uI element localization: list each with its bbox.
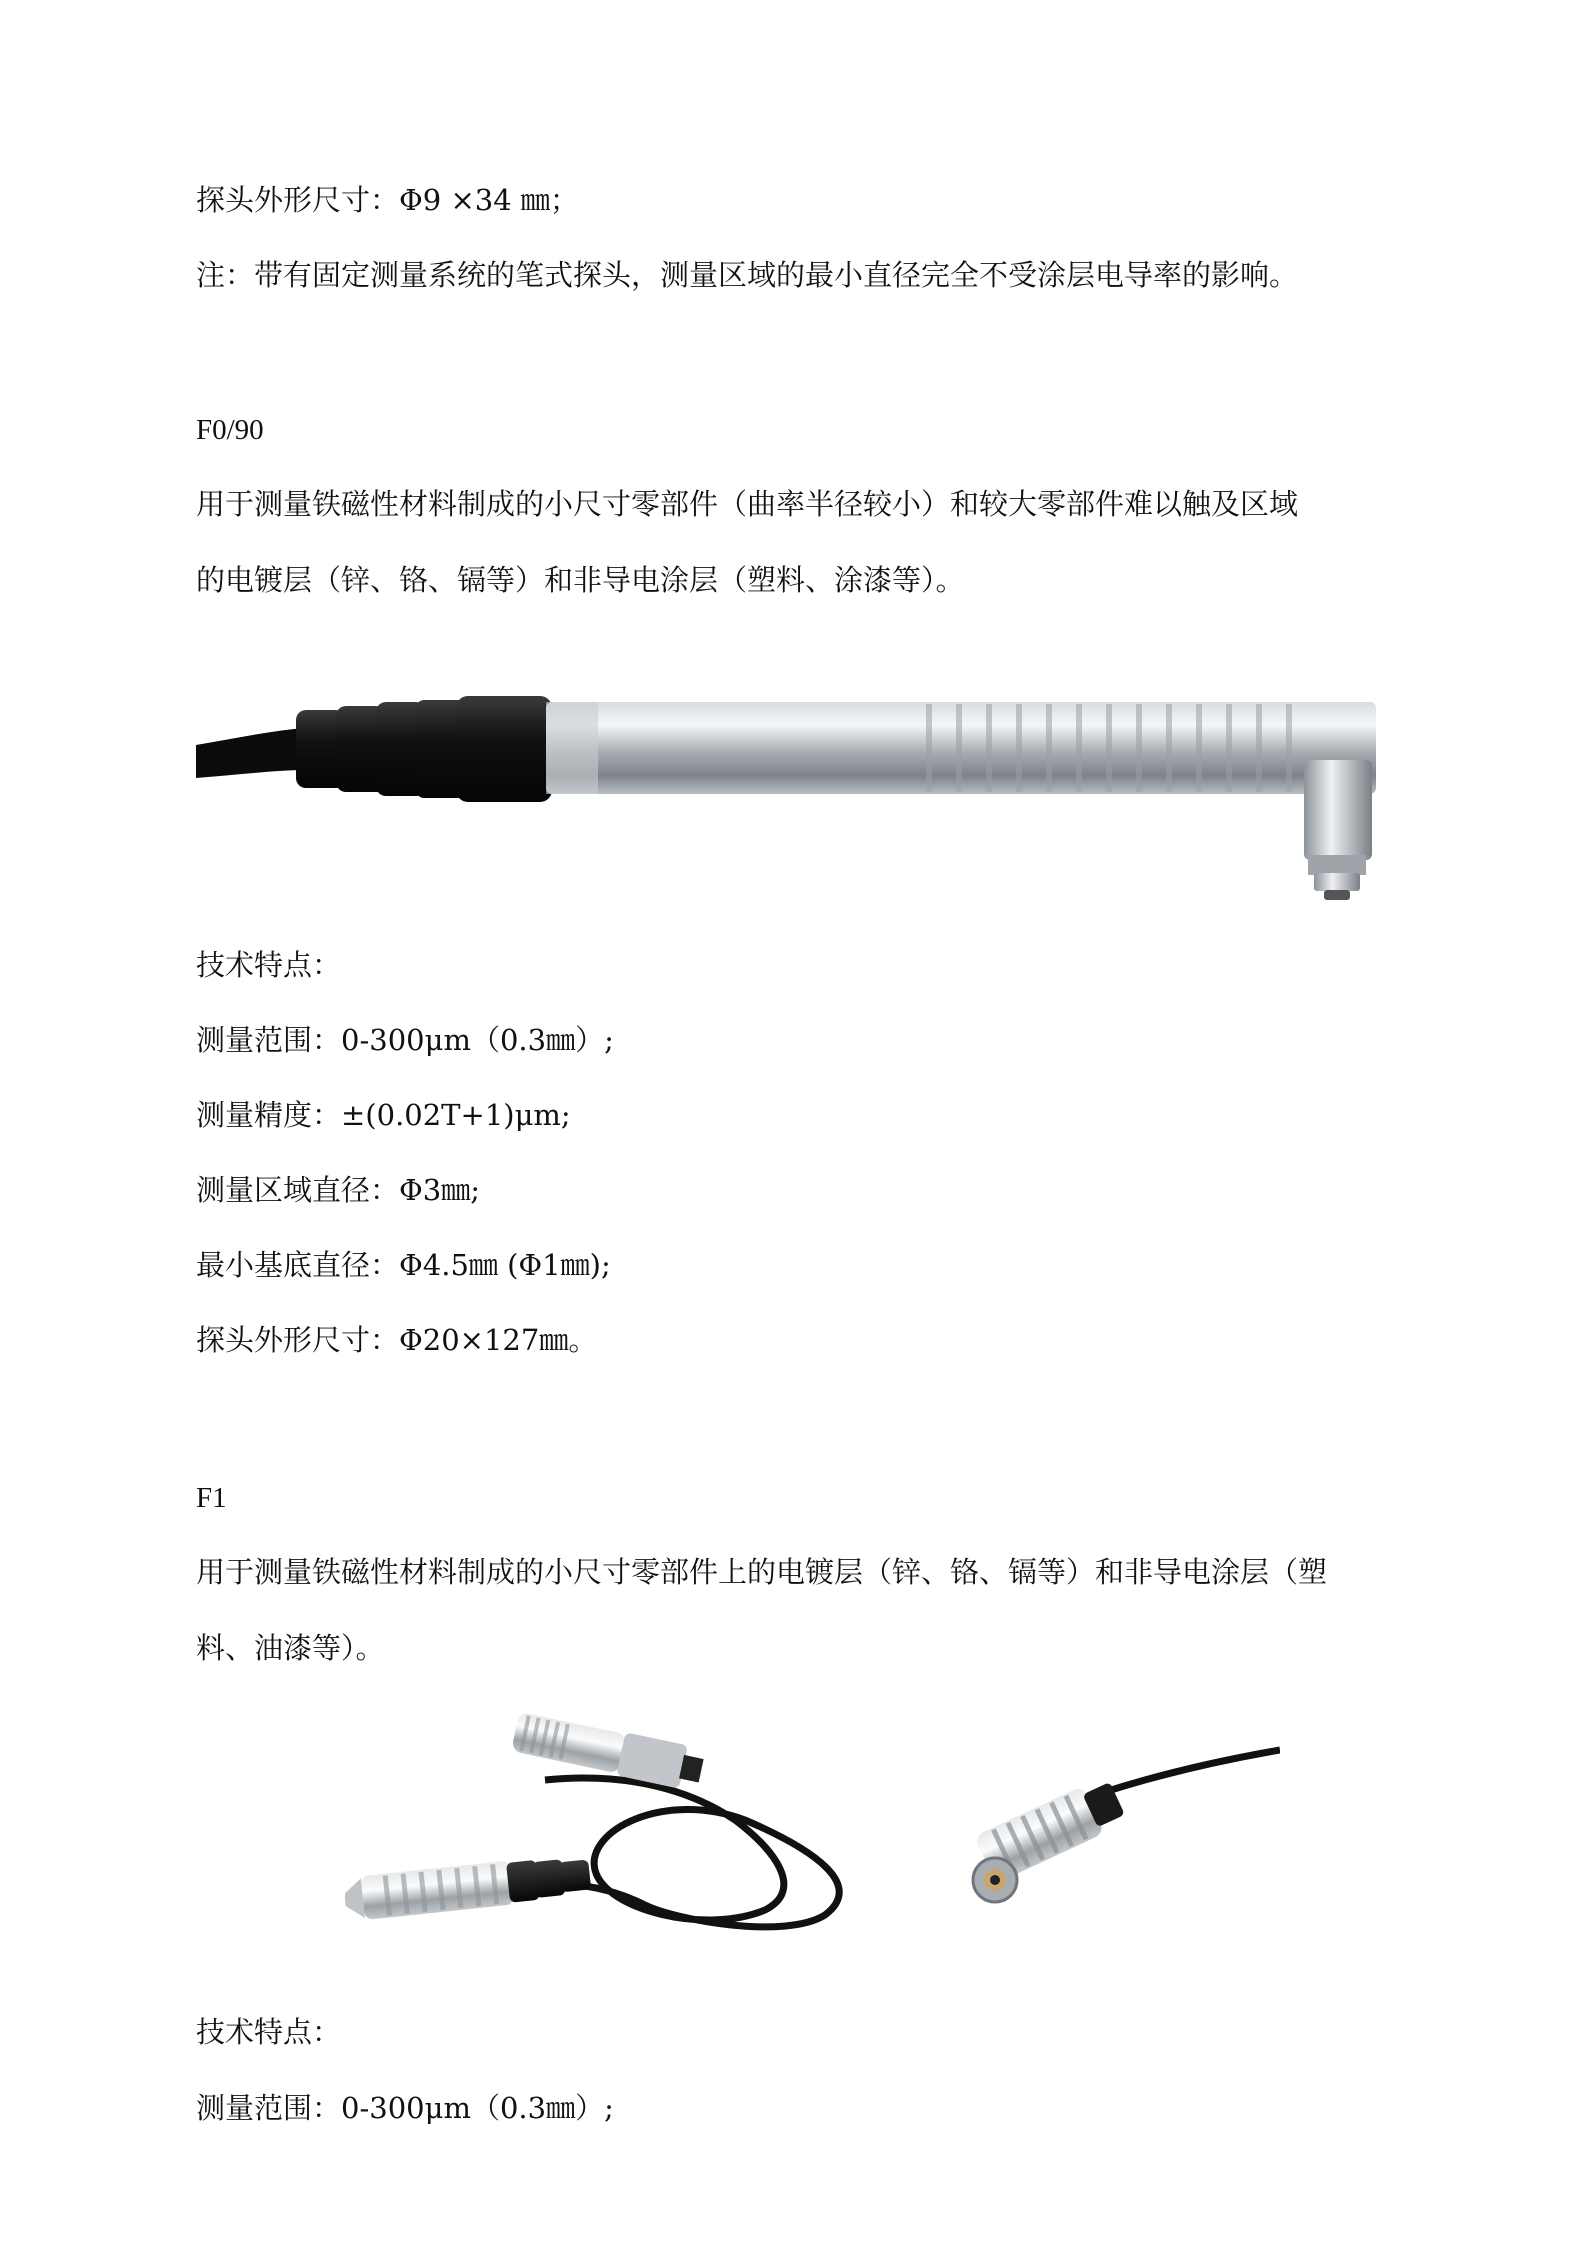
f0-90-area-diameter: 测量区域直径：Φ3㎜; [196, 1173, 480, 1207]
f0-90-desc-line1: 用于测量铁磁性材料制成的小尺寸零部件（曲率半径较小）和较大零部件难以触及区域 [196, 487, 1299, 521]
f1-probe-image [345, 1710, 1280, 1960]
f1-desc-line2: 料、油漆等）。 [196, 1631, 385, 1665]
f0-90-accuracy: 测量精度：±(0.02T+1)μm; [196, 1098, 571, 1132]
f0-90-range: 测量范围：0-300μm（0.3㎜）; [196, 1023, 614, 1057]
f0-90-title: F0/90 [196, 414, 264, 446]
f0-90-probe-illustration [196, 630, 1416, 920]
f1-range: 测量范围：0-300μm（0.3㎜）; [196, 2091, 614, 2125]
f1-probe-illustration [345, 1710, 1280, 1960]
prev-note: 注：带有固定测量系统的笔式探头，测量区域的最小直径完全不受涂层电导率的影响。 [196, 258, 1299, 292]
f0-90-probe-image [196, 630, 1416, 920]
f0-90-desc-line2: 的电镀层（锌、铬、镉等）和非导电涂层（塑料、涂漆等）。 [196, 563, 965, 597]
f0-90-min-base-diameter: 最小基底直径：Φ4.5㎜ (Φ1㎜); [196, 1248, 611, 1282]
prev-dimension: 探头外形尺寸：Φ9 ×34 ㎜； [196, 183, 579, 217]
f1-title: F1 [196, 1482, 227, 1514]
f0-90-dimension: 探头外形尺寸：Φ20×127㎜。 [196, 1323, 598, 1357]
f1-desc-line1: 用于测量铁磁性材料制成的小尺寸零部件上的电镀层（锌、铬、镉等）和非导电涂层（塑 [196, 1555, 1328, 1589]
f0-90-features-heading: 技术特点： [196, 948, 342, 982]
f1-features-heading: 技术特点： [196, 2015, 342, 2049]
